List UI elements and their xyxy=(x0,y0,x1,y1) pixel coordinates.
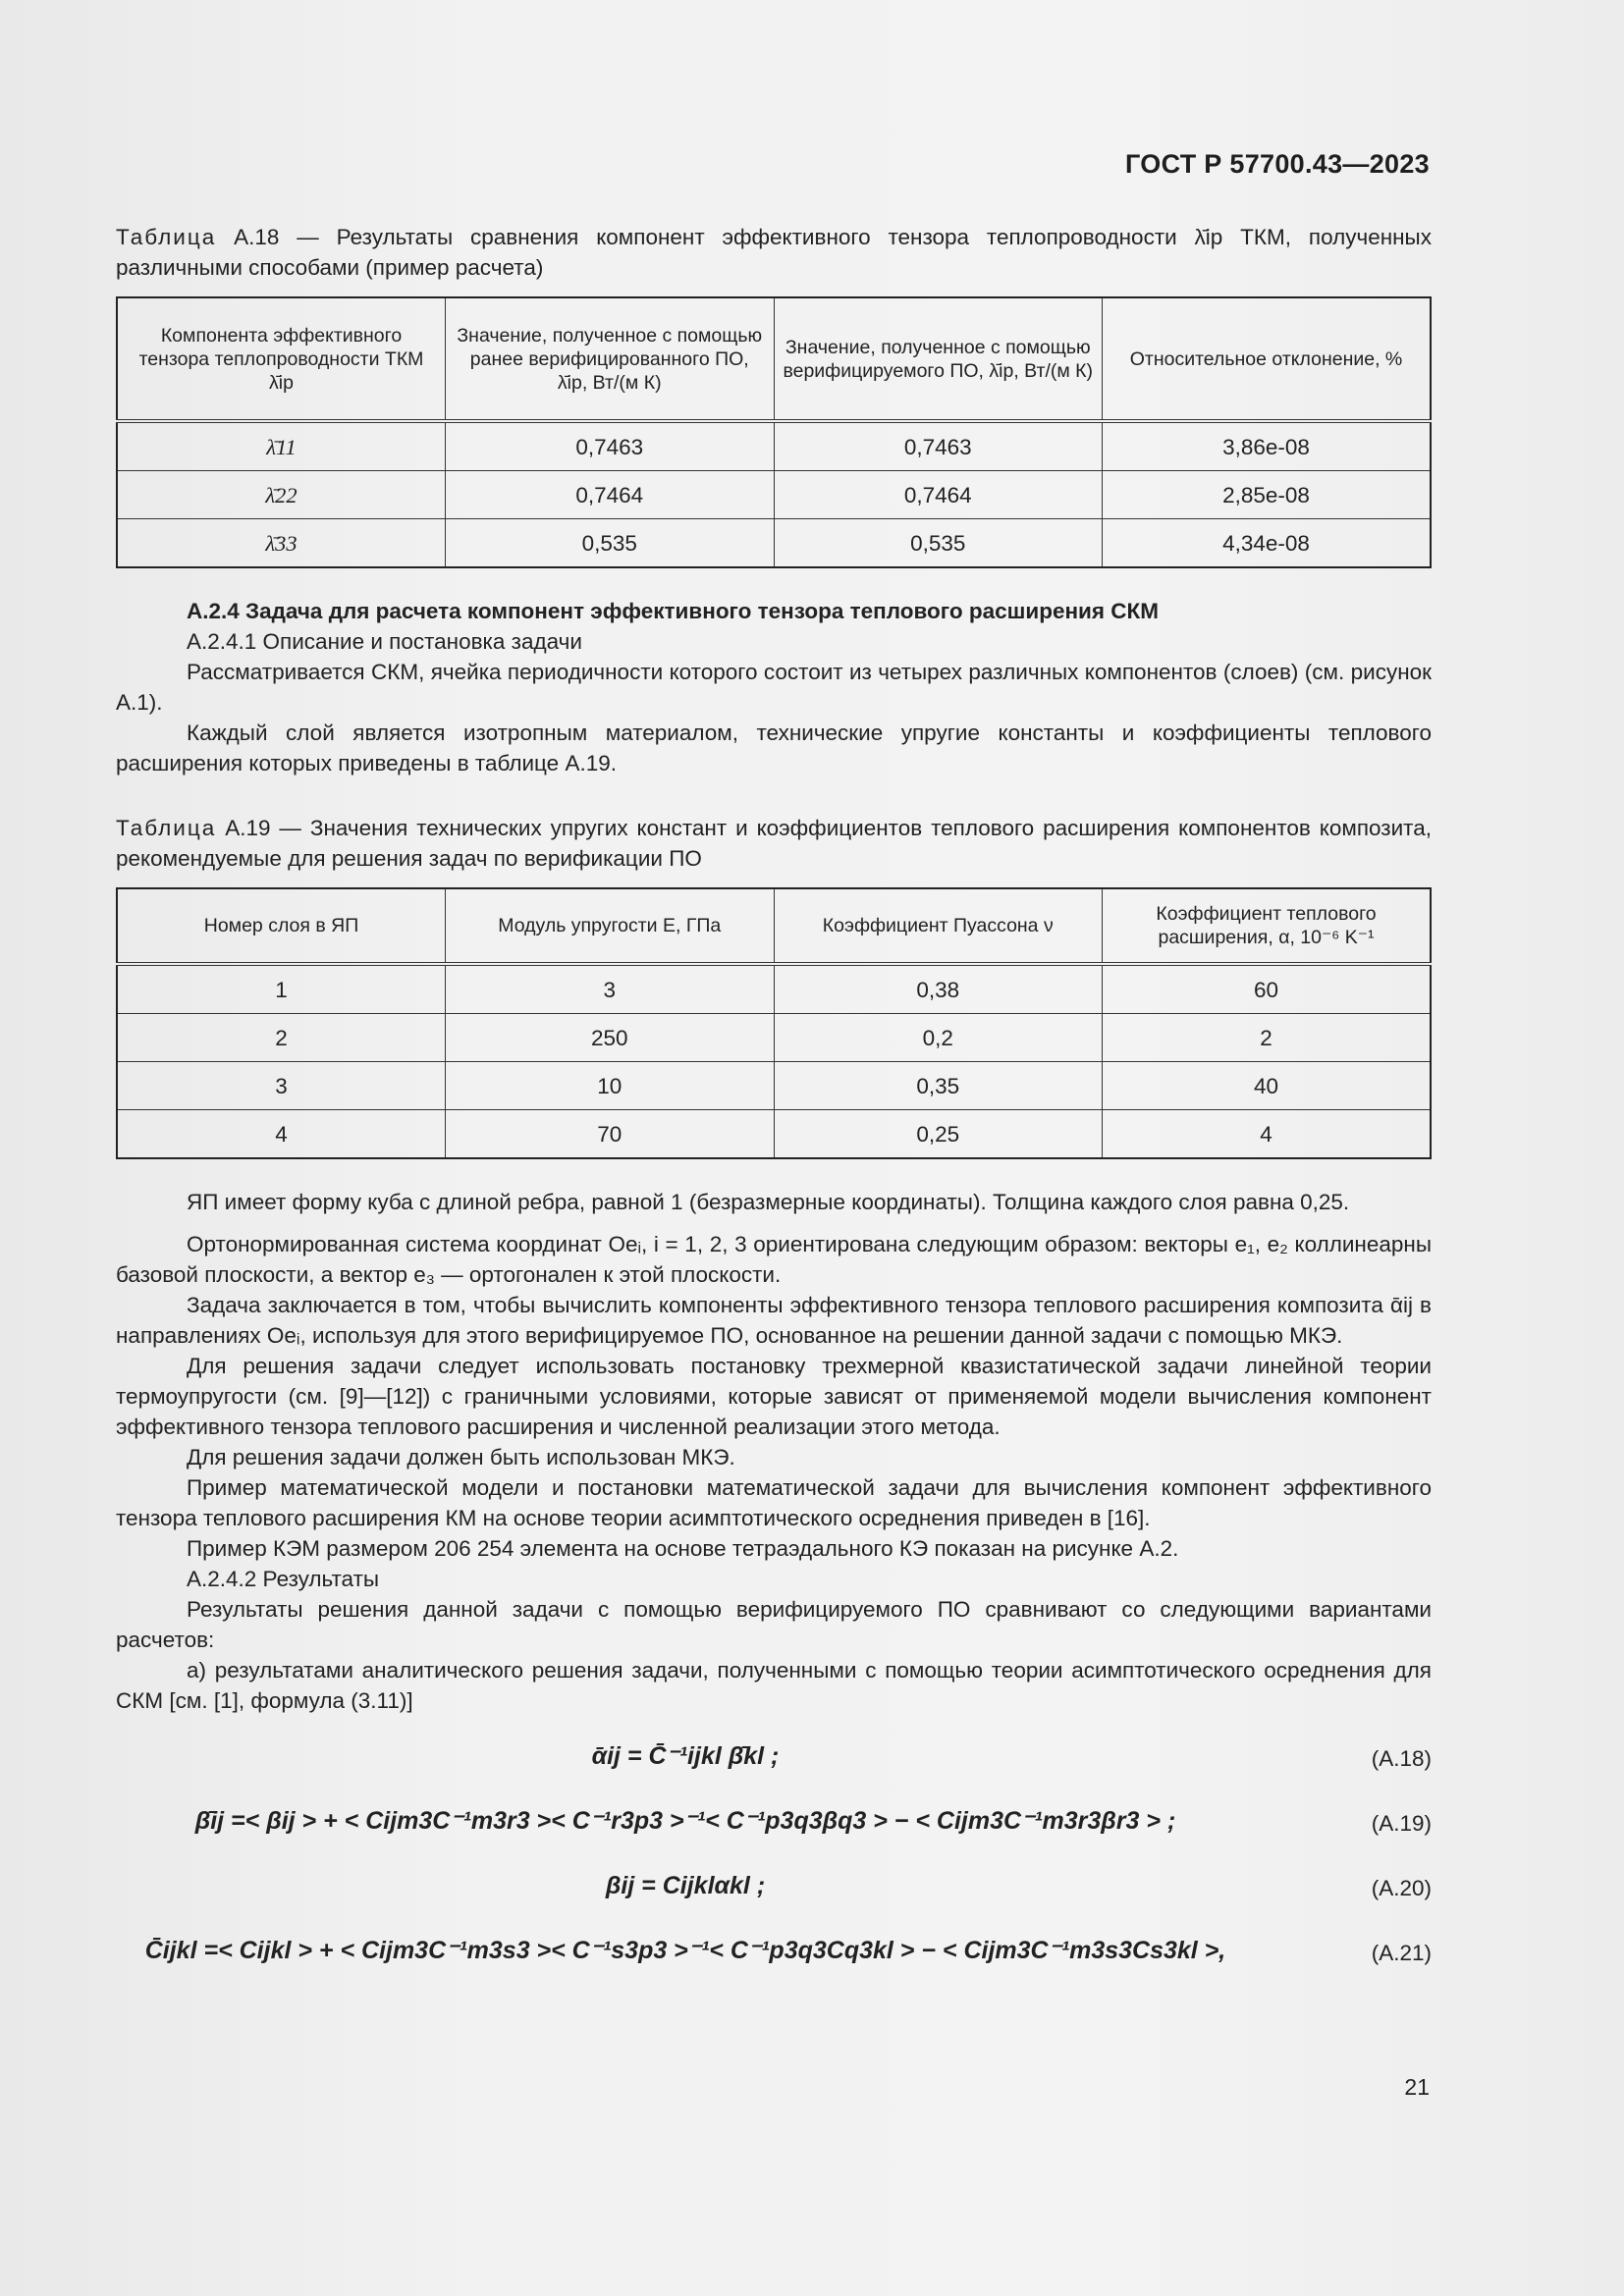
table-19-caption xyxy=(116,813,1432,874)
equation-formula: C̄ijkl =< Cijkl > + < Cijm3C⁻¹m3s3 >< C⁻¹s3p3 >⁻¹< C⁻¹p3q3Cq3kl > − < Cijm3C⁻¹m3s3Cs3kl >, xyxy=(144,1937,1226,1964)
section-heading: А.2.4 Задача для расчета компонент эффективного тензора теплового расширения СКМ xyxy=(187,599,1159,623)
table-cell: 70 xyxy=(446,1110,775,1159)
table-row xyxy=(117,519,1431,568)
table-19-header-cell: Модуль упругости E, ГПа xyxy=(446,888,775,964)
table-cell: 3 xyxy=(117,1062,446,1110)
table-cell: 0,7463 xyxy=(446,421,775,471)
equation-number: (А.20) xyxy=(1371,1876,1432,1900)
paragraph: Рассматривается СКМ, ячейка периодичности которого состоит из четырех различных компонентов (слоев) (см. рисунок А.1). xyxy=(116,660,1432,715)
table-18-header-cell: Значение, полученное с помощью верифицируемого ПО, λ̄ip, Вт/(м К) xyxy=(774,297,1103,421)
table-cell: 0,535 xyxy=(446,519,775,568)
equation-number: (А.21) xyxy=(1371,1941,1432,1965)
table-cell-component: λ̄33 xyxy=(117,519,446,568)
table-cell: 0,2 xyxy=(774,1014,1103,1062)
table-18-caption-text: А.18 — Результаты сравнения компонент эффективного тензора теплопроводности λ̄ip ТКМ, полученных различными способами (пример расчета) xyxy=(116,225,1432,280)
table-row xyxy=(117,1014,1431,1062)
paragraph: Задача заключается в том, чтобы вычислить компоненты эффективного тензора теплового расширения композита ᾱij в направлениях Oeᵢ, используя для этого верифицируемое ПО, основанное на решении данной задачи с помощью МКЭ. xyxy=(116,1293,1432,1348)
table-18-caption xyxy=(116,222,1432,283)
table-18 xyxy=(116,296,1432,568)
table-cell: 60 xyxy=(1103,964,1432,1014)
table-cell: 1 xyxy=(117,964,446,1014)
table-row xyxy=(117,471,1431,519)
equation-number: (А.18) xyxy=(1371,1746,1432,1771)
table-cell: 40 xyxy=(1103,1062,1432,1110)
table-19-caption-text: А.19 — Значения технических упругих констант и коэффициентов теплового расширения компонентов композита, рекомендуемые для решения задач по верификации ПО xyxy=(116,816,1432,871)
table-cell: 0,35 xyxy=(774,1062,1103,1110)
table-cell: 0,7464 xyxy=(774,471,1103,519)
table-18-header-row xyxy=(117,297,1431,421)
equation-a21 xyxy=(116,1932,1432,1975)
table-19-header-cell: Коэффициент Пуассона ν xyxy=(774,888,1103,964)
table-cell: 0,7463 xyxy=(774,421,1103,471)
paragraph: Для решения задачи должен быть использован МКЭ. xyxy=(187,1445,735,1469)
table-cell: 4 xyxy=(117,1110,446,1159)
table-19-header-row xyxy=(117,888,1431,964)
paragraph: а) результатами аналитического решения задачи, полученными с помощью теории асимптотического осреднения для СКМ [см. [1], формула (3.11)] xyxy=(116,1658,1432,1713)
table-cell: 2 xyxy=(1103,1014,1432,1062)
table-cell: 2 xyxy=(117,1014,446,1062)
table-cell: 3,86е-08 xyxy=(1103,421,1432,471)
paragraph: Результаты решения данной задачи с помощью верифицируемого ПО сравнивают со следующими вариантами расчетов: xyxy=(116,1597,1432,1652)
table-18-caption-label: Таблица xyxy=(116,225,217,249)
table-row xyxy=(117,1110,1431,1159)
equation-formula: ᾱij = C̄⁻¹ijkl β̄kl ; xyxy=(591,1742,780,1770)
paragraph: Пример математической модели и постановки математической задачи для вычисления компонент эффективного тензора теплового расширения КМ на основе теории асимптотического осреднения приведен в [16]. xyxy=(116,1475,1432,1530)
paragraph: ЯП имеет форму куба с длиной ребра, равной 1 (безразмерные координаты). Толщина каждого слоя равна 0,25. xyxy=(187,1190,1350,1214)
table-cell: 2,85е-08 xyxy=(1103,471,1432,519)
table-cell: 0,38 xyxy=(774,964,1103,1014)
paragraph: Каждый слой является изотропным материалом, технические упругие константы и коэффициенты теплового расширения которых приведены в таблице А.19. xyxy=(116,721,1432,775)
table-18-header-cell: Компонента эффективного тензора теплопроводности ТКМ λ̄ip xyxy=(117,297,446,421)
equation-a20 xyxy=(116,1867,1432,1910)
table-19-caption-label: Таблица xyxy=(116,816,217,840)
table-cell: 4 xyxy=(1103,1110,1432,1159)
table-18-header-cell: Относительное отклонение, % xyxy=(1103,297,1432,421)
table-cell-component: λ̄22 xyxy=(117,471,446,519)
subsection-heading: А.2.4.1 Описание и постановка задачи xyxy=(187,629,582,654)
table-19-header-cell: Коэффициент теплового расширения, α, 10⁻⁶ K⁻¹ xyxy=(1103,888,1432,964)
paragraph: Ортонормированная система координат Oeᵢ, i = 1, 2, 3 ориентирована следующим образом: векторы e₁, e₂ коллинеарны базовой плоскости, а вектор e₃ — ортогонален к этой плоскости. xyxy=(116,1232,1432,1287)
table-row xyxy=(117,1062,1431,1110)
table-cell: 4,34е-08 xyxy=(1103,519,1432,568)
paragraph: Пример КЭМ размером 206 254 элемента на основе тетраэдального КЭ показан на рисунке А.2. xyxy=(187,1536,1179,1561)
equation-number: (А.19) xyxy=(1371,1811,1432,1836)
table-cell: 0,7464 xyxy=(446,471,775,519)
equation-a19 xyxy=(116,1802,1432,1845)
paragraph: Для решения задачи следует использовать постановку трехмерной квазистатической задачи линейной теории термоупругости (см. [9]—[12]) с граничными условиями, которые зависят от применяемой модели вычисления компонент эффективного тензора теплового расширения и численной реализации этого метода. xyxy=(116,1354,1432,1439)
table-19-header-cell: Номер слоя в ЯП xyxy=(117,888,446,964)
table-cell: 3 xyxy=(446,964,775,1014)
table-cell: 0,535 xyxy=(774,519,1103,568)
subsection-heading: А.2.4.2 Результаты xyxy=(187,1567,380,1591)
equation-a18 xyxy=(116,1737,1432,1781)
table-row xyxy=(117,421,1431,471)
table-cell: 10 xyxy=(446,1062,775,1110)
table-18-header-cell: Значение, полученное с помощью ранее верифицированного ПО, λ̄ip, Вт/(м К) xyxy=(446,297,775,421)
table-cell: 250 xyxy=(446,1014,775,1062)
table-cell-component: λ̄11 xyxy=(117,421,446,471)
table-row xyxy=(117,964,1431,1014)
document-id-header: ГОСТ Р 57700.43—2023 xyxy=(1125,149,1430,179)
table-19 xyxy=(116,887,1432,1159)
equation-formula: β̄ij =< βij > + < Cijm3C⁻¹m3r3 >< C⁻¹r3p3 >⁻¹< C⁻¹p3q3βq3 > − < Cijm3C⁻¹m3r3βr3 > ; xyxy=(194,1807,1176,1835)
page-content xyxy=(116,222,1432,1975)
table-cell: 0,25 xyxy=(774,1110,1103,1159)
equation-formula: βij = Cijklαkl ; xyxy=(605,1872,766,1899)
page-number: 21 xyxy=(1404,2074,1430,2100)
